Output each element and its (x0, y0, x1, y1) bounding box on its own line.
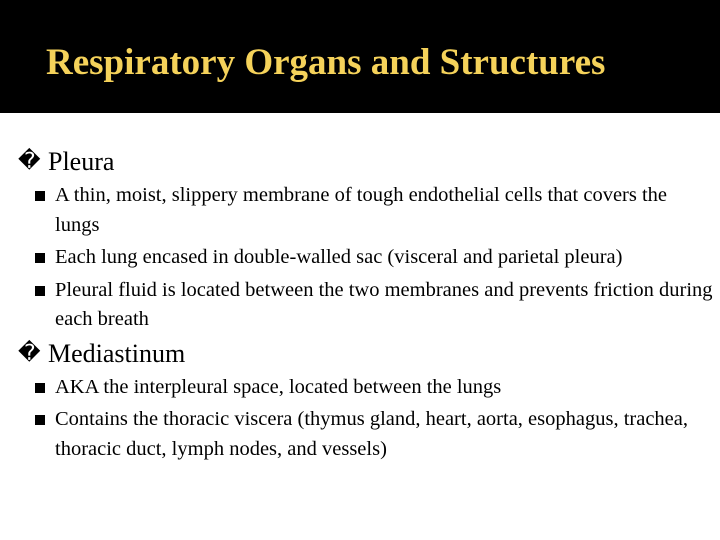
title-bar (0, 0, 720, 113)
slide-content (18, 146, 713, 467)
bullet-item (18, 181, 713, 240)
unknown-glyph-icon: � (18, 149, 41, 174)
slide-title: Respiratory Organs and Structures (46, 42, 606, 83)
bullet-text: A thin, moist, slippery membrane of tough endothelial cells that covers the lungs (55, 184, 668, 236)
section-heading-text: Mediastinum (48, 338, 186, 368)
square-bullet-icon (35, 383, 45, 393)
bullet-item (18, 276, 713, 335)
bullet-text: Contains the thoracic viscera (thymus gland, heart, aorta, esophagus, trachea, thoracic duct, lymph nodes, and vessels) (55, 408, 688, 460)
bullet-item (18, 373, 713, 403)
mediastinum-bullet-list (18, 373, 713, 465)
section-heading-mediastinum (18, 338, 713, 370)
bullet-text: Pleural fluid is located between the two membranes and prevents friction during each breath (55, 278, 713, 330)
square-bullet-icon (35, 191, 45, 201)
unknown-glyph-icon: � (18, 340, 41, 366)
bullet-item (18, 243, 713, 273)
square-bullet-icon (35, 286, 45, 296)
section-heading-pleura (18, 146, 713, 178)
bullet-item (18, 405, 713, 464)
square-bullet-icon (35, 415, 45, 425)
bullet-text: Each lung encased in double-walled sac (visceral and parietal pleura) (55, 246, 623, 268)
bullet-text: AKA the interpleural space, located between the lungs (55, 375, 502, 398)
pleura-bullet-list (18, 181, 713, 335)
square-bullet-icon (35, 253, 45, 263)
section-heading-text: Pleura (48, 147, 115, 176)
